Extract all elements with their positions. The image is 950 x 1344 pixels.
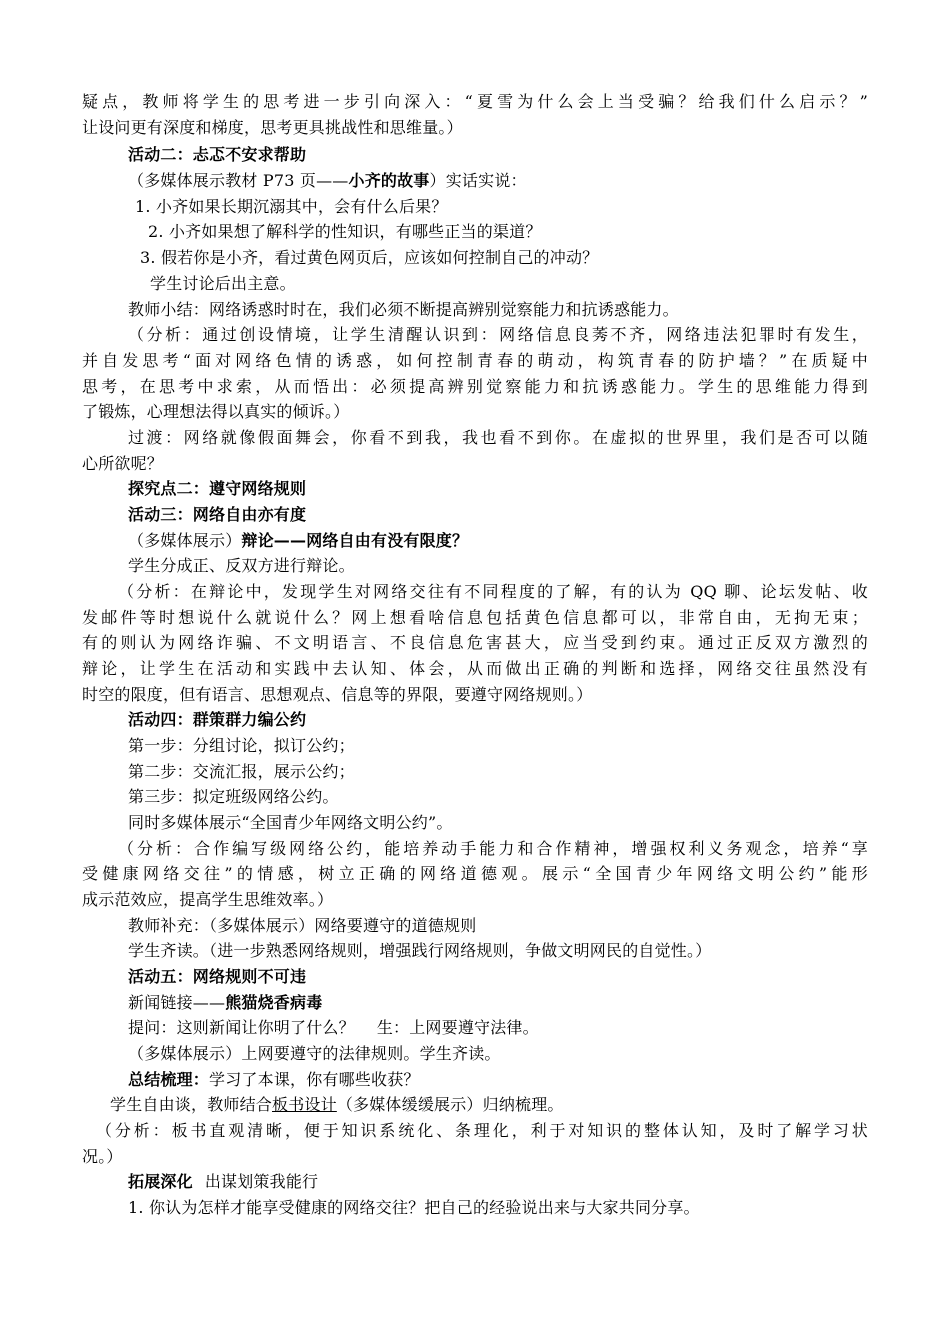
news-title: 熊猫烧香病毒 xyxy=(225,993,323,1012)
text-run: 新闻链接—— xyxy=(128,993,226,1012)
analysis-line: （分析：在辩论中，发现学生对网络交往有不同程度的了解，有的认为 QQ 聊、论坛发帖、收 xyxy=(118,582,868,601)
analysis-line: 时空的限度，但有语言、思想观点、信息等的界限，要遵守网络规则。） xyxy=(82,685,593,704)
paragraph-line: 学生分成正、反双方进行辩论。 xyxy=(128,556,355,575)
step-item: 第二步：交流汇报，展示公约； xyxy=(128,762,355,781)
analysis-line: 思考，在思考中求索，从而悟出：必须提高辨别觉察能力和抗诱惑能力。学生的思维能力得到 xyxy=(82,377,868,396)
analysis-line: 况。） xyxy=(82,1147,123,1166)
question-item: 1. 小齐如果长期沉溺其中，会有什么后果？ xyxy=(135,197,448,216)
question-item: 3. 假若你是小齐，看过黄色网页后，应该如何控制自己的冲动？ xyxy=(140,248,599,267)
analysis-line: 发邮件等时想说什么就说什么？网上想看啥信息包括黄色信息都可以，非常自由，无拘无束； xyxy=(82,608,868,627)
paragraph-line: 同时多媒体展示“全国青少年网络文明公约”。 xyxy=(128,813,453,832)
text-run: 学习了本课，你有哪些收获？ xyxy=(209,1070,420,1089)
paragraph-line: （多媒体展示）上网要遵守的法律规则。学生齐读。 xyxy=(128,1044,501,1063)
paragraph-line xyxy=(128,991,322,1015)
paragraph-line: 疑点，教师将学生的思考进一步引向深入：“夏雪为什么会上当受骗？给我们什么启示？” xyxy=(82,92,868,111)
analysis-line: 辩论，让学生在活动和实践中去认知、体会，从而做出正确的判断和选择，网络交往虽然没有 xyxy=(82,659,868,678)
section-heading: 探究点二：遵守网络规则 xyxy=(128,479,307,498)
paragraph-line xyxy=(128,1016,539,1040)
activity-heading: 活动三：网络自由亦有度 xyxy=(128,505,307,524)
summary-heading: 总结梳理： xyxy=(128,1070,210,1089)
text-run: 学生自由谈，教师结合 xyxy=(110,1095,273,1114)
paragraph-line xyxy=(128,1170,318,1194)
step-item: 第三步：拟定班级网络公约。 xyxy=(128,787,339,806)
paragraph-line: 学生讨论后出主意。 xyxy=(150,274,296,293)
text-run: （多媒体展示教材 P73 页—— xyxy=(128,171,349,190)
paragraph-line xyxy=(128,529,468,553)
paragraph-line: 心所欲呢？ xyxy=(82,454,164,473)
analysis-line: 并自发思考“面对网络色情的诱惑，如何控制青春的萌动，构筑青春的防护墙？”在质疑中 xyxy=(82,351,868,370)
question-item: 1. 你认为怎样才能享受健康的网络交往？把自己的经验说出来与大家共同分享。 xyxy=(128,1198,700,1217)
activity-heading: 活动二：忐忑不安求帮助 xyxy=(128,145,307,164)
text-run: （多媒体展示） xyxy=(128,531,242,550)
paragraph-line: 让设问更有深度和梯度，思考更具挑战性和思维量。） xyxy=(82,118,463,137)
activity-heading: 活动四：群策群力编公约 xyxy=(128,710,307,729)
paragraph-line: 学生齐读。（进一步熟悉网络规则，增强践行网络规则，争做文明网民的自觉性。） xyxy=(128,941,712,960)
activity-heading: 活动五：网络规则不可违 xyxy=(128,967,307,986)
analysis-line: 受健康网络交往”的情感，树立正确的网络道德观。展示“全国青少年网络文明公约”能形 xyxy=(82,864,868,883)
analysis-line: 了锻炼，心理想法得以真实的倾诉。） xyxy=(82,402,350,421)
analysis-line: （分析：通过创设情境，让学生清醒认识到：网络信息良莠不齐，网络违法犯罪时有发生， xyxy=(128,325,868,344)
paragraph-line: 过渡：网络就像假面舞会，你看不到我，我也看不到你。在虚拟的世界里，我们是否可以随 xyxy=(128,428,868,447)
paragraph-line xyxy=(110,1093,564,1117)
analysis-line: （分析：板书直观清晰，便于知识系统化、条理化，利于对知识的整体认知，及时了解学习状 xyxy=(96,1121,868,1140)
paragraph-line xyxy=(128,169,527,193)
paragraph-line: 教师补充：（多媒体展示）网络要遵守的道德规则 xyxy=(128,916,477,935)
underlined-term: 板书设计 xyxy=(272,1095,337,1114)
step-item: 第一步：分组讨论，拟订公约； xyxy=(128,736,355,755)
analysis-line: （分析：合作编写级网络公约，能培养动手能力和合作精神，增强权利义务观念，培养“享 xyxy=(118,839,868,858)
question-item: 2. 小齐如果想了解科学的性知识，有哪些正当的渠道？ xyxy=(148,222,542,241)
story-title: 小齐的故事 xyxy=(348,171,430,190)
paragraph-line xyxy=(128,1068,420,1092)
text-run: 出谋划策我能行 xyxy=(204,1172,319,1191)
text-run: （多媒体缓缓展示）归纳梳理。 xyxy=(336,1095,564,1114)
analysis-line: 有的则认为网络诈骗、不文明语言、不良信息危害甚大，应当受到约束。通过正反双方激烈的 xyxy=(82,633,868,652)
text-run: ）实话实说： xyxy=(429,171,527,190)
text-run: 提问：这则新闻让你明了什么？ xyxy=(128,1018,355,1037)
extend-heading: 拓展深化 xyxy=(128,1172,193,1191)
analysis-line: 成示范效应，提高学生思维效率。） xyxy=(82,890,334,909)
text-run: 生：上网要遵守法律。 xyxy=(376,1018,539,1037)
paragraph-line: 教师小结：网络诱惑时时在，我们必须不断提高辨别觉察能力和抗诱惑能力。 xyxy=(128,300,679,319)
debate-topic: 辩论——网络自由有没有限度？ xyxy=(241,531,469,550)
